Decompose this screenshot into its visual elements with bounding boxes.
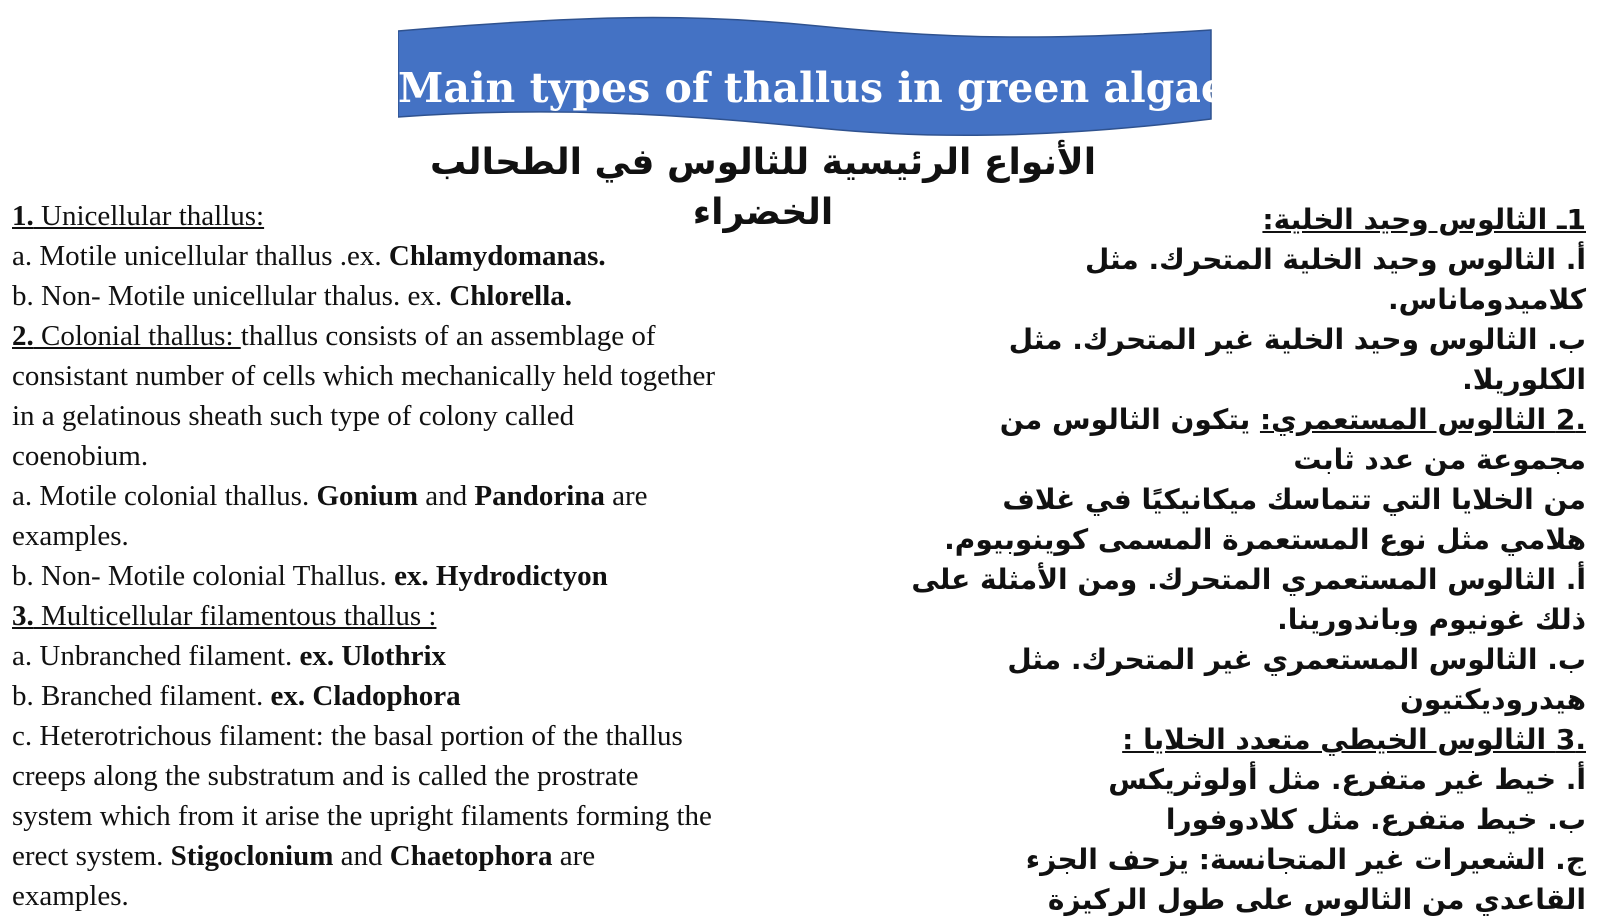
arabic-section-3-heading: .3 الثالوس الخيطي متعدد الخلايا :: [1122, 723, 1586, 756]
arabic-line: الكلوريلا.: [1462, 363, 1586, 396]
section-2-heading: 2. Colonial thallus: thallus consists of an assemblage of: [12, 320, 656, 352]
arabic-line: أ. الثالوس المستعمري المتحرك. ومن الأمثلة على: [911, 563, 1586, 596]
section-2-line: in a gelatinous sheath such type of colony called: [12, 400, 575, 432]
arabic-line: هلامي مثل نوع المستعمرة المسمى كوينوبيوم.: [944, 523, 1586, 556]
arabic-line: ج. الشعيرات غير المتجانسة: يزحف الجزء: [1025, 843, 1586, 876]
section-2-line: consistant number of cells which mechanically held together: [12, 360, 716, 392]
arabic-line: ب. الثالوس المستعمري غير المتحرك. مثل: [1007, 643, 1586, 676]
section-1-heading: 1. Unicellular thallus:: [12, 200, 265, 232]
arabic-line: القاعدي من الثالوس على طول الركيزة: [1047, 883, 1586, 916]
arabic-title: الأنواع الرئيسية للثالوس في الطحالب الخضراء: [429, 142, 1097, 233]
section-3-item-c-line: examples.: [12, 880, 129, 912]
arabic-line: ب. الثالوس وحيد الخلية غير المتحرك. مثل: [1008, 323, 1586, 356]
english-column: [12, 196, 827, 916]
arabic-column: [796, 200, 1586, 920]
arabic-line: كلاميدوماناس.: [1387, 283, 1586, 316]
section-3-item-c-line: system which from it arise the upright filaments forming the: [12, 800, 712, 832]
arabic-section-1-heading: 1ـ الثالوس وحيد الخلية:: [1262, 203, 1586, 236]
arabic-line: هيدروديكتيون: [1399, 683, 1586, 716]
arabic-line: من الخلايا التي تتماسك ميكانيكيًا في غلاف: [1002, 483, 1586, 516]
arabic-line: ب. خيط متفرع. مثل كلادوفورا: [1165, 803, 1586, 836]
section-3-item-b: b. Branched filament. ex. Cladophora: [12, 680, 461, 712]
arabic-line: أ. الثالوس وحيد الخلية المتحرك. مثل: [1084, 243, 1586, 276]
section-3-item-c-line: erect system. Stigoclonium and Chaetophora are: [12, 840, 596, 872]
section-3-item-a: a. Unbranched filament. ex. Ulothrix: [12, 640, 447, 672]
arabic-line: ذلك غونيوم وباندورينا.: [1277, 603, 1586, 636]
section-2-item-a: a. Motile colonial thallus. Gonium and Pandorina are: [12, 480, 648, 512]
section-3-item-c: c. Heterotrichous filament: the basal portion of the thallus: [12, 720, 683, 752]
banner-title: Main types of thallus in green algae: [398, 64, 1228, 112]
section-2-item-b: b. Non- Motile colonial Thallus. ex. Hydrodictyon: [12, 560, 608, 592]
arabic-line: مجموعة من عدد ثابت: [1293, 443, 1586, 476]
arabic-line: أ. خيط غير متفرع. مثل أولوثريكس: [1108, 763, 1586, 796]
title-banner: [398, 14, 1240, 138]
section-2-line: coenobium.: [12, 440, 149, 472]
section-3-item-c-line: creeps along the substratum and is called the prostrate: [12, 760, 639, 792]
section-2-item-a-cont: examples.: [12, 520, 129, 552]
section-1-item-a: a. Motile unicellular thallus .ex. Chlamydomanas.: [12, 240, 606, 272]
section-1-item-b: b. Non- Motile unicellular thalus. ex. Chlorella.: [12, 280, 573, 312]
section-3-heading: 3. Multicellular filamentous thallus :: [12, 600, 437, 632]
arabic-section-2-heading: .2 الثالوس المستعمري: يتكون الثالوس من: [999, 403, 1586, 436]
